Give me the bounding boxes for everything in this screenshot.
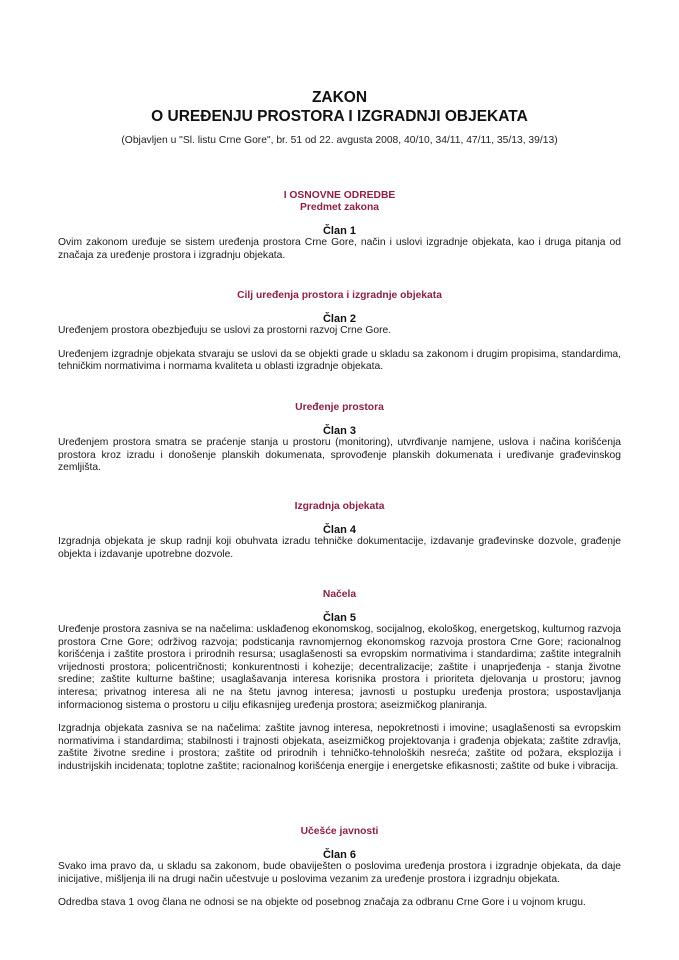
section-cilj-uredjenja bbox=[58, 290, 621, 374]
section-ucesce-javnosti bbox=[58, 826, 621, 910]
article-number: Član 5 bbox=[322, 612, 356, 624]
article-number: Član 2 bbox=[322, 313, 356, 325]
part-heading: I OSNOVNE ODREDBE bbox=[283, 190, 396, 201]
article-number: Član 6 bbox=[322, 849, 356, 861]
article-paragraph: Uređenje prostora zasniva se na načelima: usklađenog ekonomskog, socijalnog, ekološkog, energetskog, kulturnog razvoja prostora Crne Gore; održivog razvoja; podsticanja ravnomjernog ekonomskog razvoja prostora Crne Gore; racionalnog korišćenja i zaštite prostora i prirodnih resursa; usaglašenosti sa evropskim normativima i standardima; zaštite integralnih vrijednosti prostora; policentričnosti; konkurentnosti i kohezije; decentralizacije; zaštite i unaprjeđenja - stanja životne sredine; zaštite kulturne baštine; usaglašavanja interesa korisnika prostora i prioriteta djelovanja u prostoru; javnog interesa; privatnog interesa ali ne na štetu javnog interesa; javnosti u postupku uređenja prostora; uspostavljanja informacionog sistema o prostoru u cilju efikasnijeg uređenja prostora; aseizmičkog planiranja. bbox=[58, 624, 621, 711]
law-title-line1: ZAKON bbox=[311, 89, 368, 106]
article-number: Član 1 bbox=[322, 225, 356, 237]
section-heading: Načela bbox=[322, 589, 357, 600]
section-nacela bbox=[58, 589, 621, 774]
section-heading: Cilj uređenja prostora i izgradnje objekata bbox=[237, 290, 442, 301]
article-paragraph: Izgradnja objekata zasniva se na načelima: zaštite javnog interesa, nepokretnosti i imovine; usaglašenosti sa evropskim normativima i standardima; stabilnosti i trajnosti objekata, aseizmičkog projektovanja i građenja objekata; zaštite zdravlja, zaštite životne sredine i prostora; zaštite od prirodnih i tehničko-tehnoloških nesreća; zaštite od požara, eksplozija i industrijskih incidenata; toplotne zaštite; racionalnog korišćenja energije i energetske efikasnosti; zaštite od buke i vibracija. bbox=[58, 723, 621, 772]
section-heading: Uređenje prostora bbox=[295, 402, 384, 413]
article-paragraph: Izgradnja objekata je skup radnji koji obuhvata izradu tehničke dokumentacije, izdavanje građevinske dozvole, građenje objekta i izdavanje upotrebne dozvole. bbox=[58, 536, 621, 560]
article-paragraph: Odredba stava 1 ovog člana ne odnosi se na objekte od posebnog značaja za odbranu Crne Gore i u vojnom krugu. bbox=[58, 897, 586, 909]
section-heading: Učešće javnosti bbox=[300, 826, 379, 837]
section-heading: Izgradnja objekata bbox=[294, 501, 385, 512]
section-predmet-zakona bbox=[58, 190, 621, 262]
article-paragraph: Uređenjem izgradnje objekata stvaraju se uslovi da se objekti grade u skladu sa zakonom i drugim propisima, standardima, tehničkim normativima i normama kvaliteta u oblasti izgradnje objekata. bbox=[58, 348, 621, 373]
article-paragraph: Svako ima pravo da, u skladu sa zakonom, bude obaviješten o poslovima uređenja prostora i izgradnje objekata, da daje inicijative, mišljenja ili na drugi način učestvuje u poslovima vezanim za uređenje prostora i izgradnju objekata. bbox=[58, 861, 621, 885]
article-paragraph: Uređenjem prostora smatra se praćenje stanja u prostoru (monitoring), utvrđivanje namjene, uslova i načina korišćenja prostora kroz izradu i donošenje planskih dokumenata, sprovođenje planskih dokumenata i uređivanje građevinskog zemljišta. bbox=[58, 437, 621, 474]
section-heading: Predmet zakona bbox=[300, 202, 379, 213]
law-title-line2: O UREĐENJU PROSTORA I IZGRADNJI OBJEKATA bbox=[151, 108, 528, 125]
article-paragraph: Uređenjem prostora obezbjeđuju se uslovi za prostorni razvoj Crne Gore. bbox=[58, 325, 392, 336]
article-paragraph: Ovim zakonom uređuje se sistem uređenja prostora Crne Gore, način i uslovi izgradnje objekata, kao i druga pitanja od značaja za uređenje prostora i izgradnju objekata. bbox=[58, 237, 621, 261]
article-number: Član 4 bbox=[322, 524, 356, 536]
section-izgradnja-objekata bbox=[58, 501, 621, 561]
article-number: Član 3 bbox=[322, 425, 356, 437]
section-uredjenje-prostora bbox=[58, 402, 621, 475]
publication-note: (Objavljen u "Sl. listu Crne Gore", br. 51 od 22. avgusta 2008, 40/10, 34/11, 47/11, 35/13, 39/13) bbox=[121, 135, 558, 146]
